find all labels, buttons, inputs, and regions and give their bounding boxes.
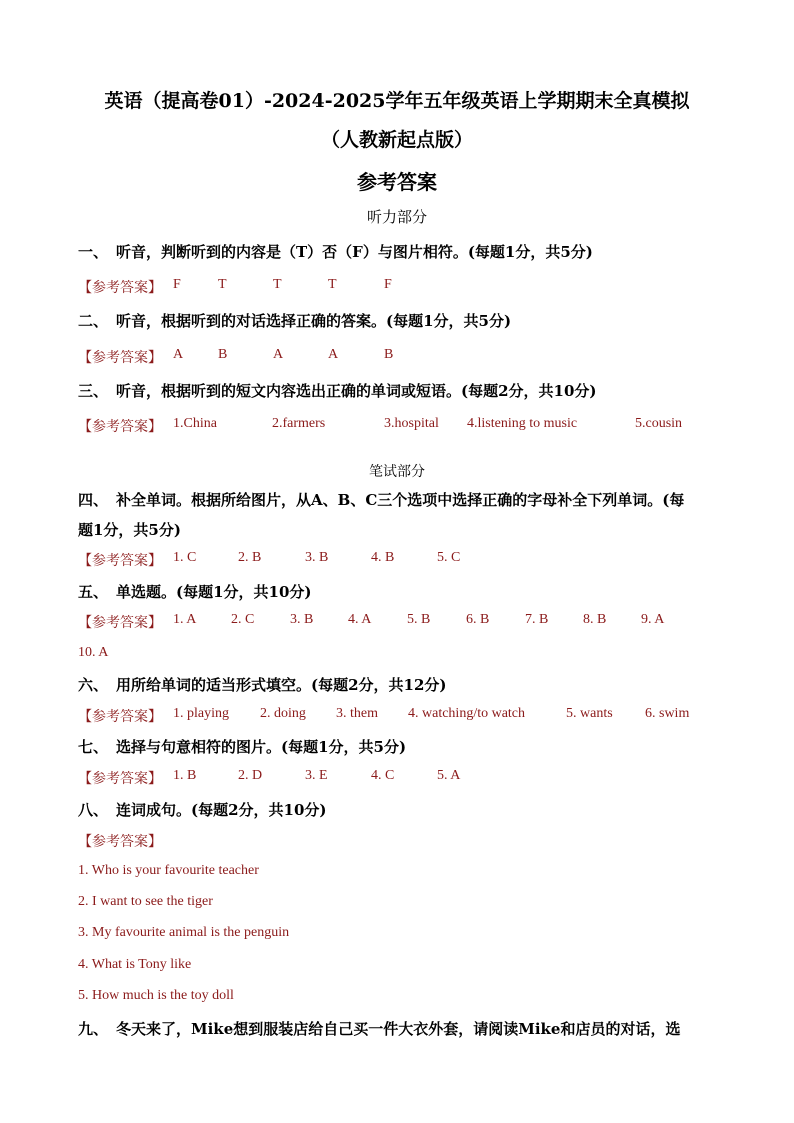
- section-number: 四、: [78, 491, 109, 509]
- list-item: 4. What is Tony like: [78, 957, 192, 972]
- list-item: 1. Who is your favourite teacher: [78, 863, 259, 878]
- answer: 3. them: [336, 706, 378, 721]
- section-9-heading: [78, 1018, 680, 1039]
- list-item: 3. My favourite animal is the penguin: [78, 925, 290, 940]
- section-text: 听音，根据听到的对话选择正确的答案。(每题1分，共5分): [116, 312, 512, 330]
- answer-label: 【参考答案】: [78, 615, 162, 631]
- section-text: 单选题。(每题1分，共10分): [116, 583, 312, 601]
- answer: 5. B: [407, 612, 431, 627]
- section-number: 八、: [78, 801, 109, 819]
- section-8-heading: [78, 799, 327, 820]
- section-5-answers: [78, 612, 665, 632]
- answer: 3.hospital: [384, 416, 439, 431]
- section-number: 三、: [78, 382, 109, 400]
- answer: A: [173, 347, 184, 362]
- writing-header: 笔试部分: [369, 464, 425, 480]
- section-1-answers: [78, 277, 392, 297]
- section-3-answers: [78, 416, 683, 436]
- answer-label: 【参考答案】: [78, 419, 162, 435]
- answer: 9. A: [641, 612, 665, 627]
- answer: 2. C: [231, 612, 255, 627]
- section-2-heading: [78, 310, 511, 331]
- section-7-heading: [78, 736, 406, 757]
- answer: 1.China: [173, 416, 217, 431]
- section-3-heading: [78, 380, 597, 401]
- section-text: 连词成句。(每题2分，共10分): [116, 801, 327, 819]
- answer-label: 【参考答案】: [78, 771, 162, 787]
- answer: A: [328, 347, 339, 362]
- answer: T: [273, 277, 282, 292]
- section-6-answers: [78, 706, 690, 726]
- section-number: 七、: [78, 738, 109, 756]
- answer-label: 【参考答案】: [78, 280, 162, 296]
- section-text: 听音，判断听到的内容是（T）否（F）与图片相符。(每题1分，共5分): [116, 243, 593, 261]
- answer: 1. B: [173, 768, 197, 783]
- answer: 2. D: [238, 768, 263, 783]
- answer: 5. C: [437, 550, 461, 565]
- answer-label: 【参考答案】: [78, 553, 162, 569]
- list-item: 5. How much is the toy doll: [78, 988, 234, 1003]
- section-text: 选择与句意相符的图片。(每题1分，共5分): [116, 738, 407, 756]
- answer: F: [384, 277, 392, 292]
- section-1-heading: [78, 241, 593, 262]
- list-item: 2. I want to see the tiger: [78, 894, 213, 909]
- section-6-heading: [78, 674, 447, 695]
- section-2-answers: [78, 347, 394, 367]
- answer: F: [173, 277, 181, 292]
- section-text: 用所给单词的适当形式填空。(每题2分，共12分): [116, 676, 447, 694]
- answer: 4. A: [348, 612, 372, 627]
- answer: 4. C: [371, 768, 395, 783]
- answer: 5. wants: [566, 706, 613, 721]
- page-subtitle: （人教新起点版）: [320, 129, 473, 151]
- answer: 6. B: [466, 612, 490, 627]
- section-4-answers: [78, 550, 461, 570]
- answer-label: 【参考答案】: [78, 709, 162, 725]
- section-5-answers-cont: [78, 644, 108, 661]
- section-text: 冬天来了，Mike想到服装店给自己买一件大衣外套，请阅读Mike和店员的对话，选: [116, 1020, 681, 1038]
- answer: 5. A: [437, 768, 461, 783]
- section-7-answers: [78, 768, 461, 788]
- answer: 6. swim: [645, 706, 690, 721]
- section-4-heading-cont: 题1分，共5分): [78, 521, 181, 539]
- answer: 4.listening to music: [467, 416, 578, 431]
- answer: 7. B: [525, 612, 549, 627]
- section-number: 五、: [78, 583, 109, 601]
- answer: 1. A: [173, 612, 197, 627]
- answer: T: [328, 277, 337, 292]
- section-8-answer-label: [78, 831, 162, 851]
- section-number: 一、: [78, 243, 109, 261]
- listening-header: 听力部分: [366, 208, 427, 226]
- answer: 3. E: [305, 768, 328, 783]
- answer: 1. playing: [173, 706, 229, 721]
- answer: B: [384, 347, 394, 362]
- section-number: 二、: [78, 312, 109, 330]
- answer-key-heading: 参考答案: [357, 170, 437, 194]
- answer: 1. C: [173, 550, 197, 565]
- answer: 5.cousin: [635, 416, 683, 431]
- answer: A: [273, 347, 284, 362]
- answer: 10. A: [78, 645, 109, 660]
- answer: T: [218, 277, 227, 292]
- answer: 3. B: [305, 550, 329, 565]
- answer: 2.farmers: [272, 416, 326, 431]
- page-title: 英语（提高卷01）-2024-2025学年五年级英语上学期期末全真模拟: [104, 90, 690, 112]
- section-number: 九、: [78, 1020, 109, 1038]
- answer: 3. B: [290, 612, 314, 627]
- section-number: 六、: [78, 676, 109, 694]
- answer: 2. doing: [260, 706, 306, 721]
- section-text: 听音，根据听到的短文内容选出正确的单词或短语。(每题2分，共10分): [116, 382, 597, 400]
- section-text: 补全单词。根据所给图片，从A、B、C三个选项中选择正确的字母补全下列单词。(每: [116, 491, 685, 509]
- answer: 8. B: [583, 612, 607, 627]
- answer: 2. B: [238, 550, 262, 565]
- section-5-heading: [78, 581, 312, 602]
- answer-label: 【参考答案】: [78, 834, 162, 850]
- section-4-heading: [78, 489, 684, 510]
- answer: 4. B: [371, 550, 395, 565]
- answer: B: [218, 347, 228, 362]
- answer: 4. watching/to watch: [408, 706, 526, 721]
- answer-label: 【参考答案】: [78, 350, 162, 366]
